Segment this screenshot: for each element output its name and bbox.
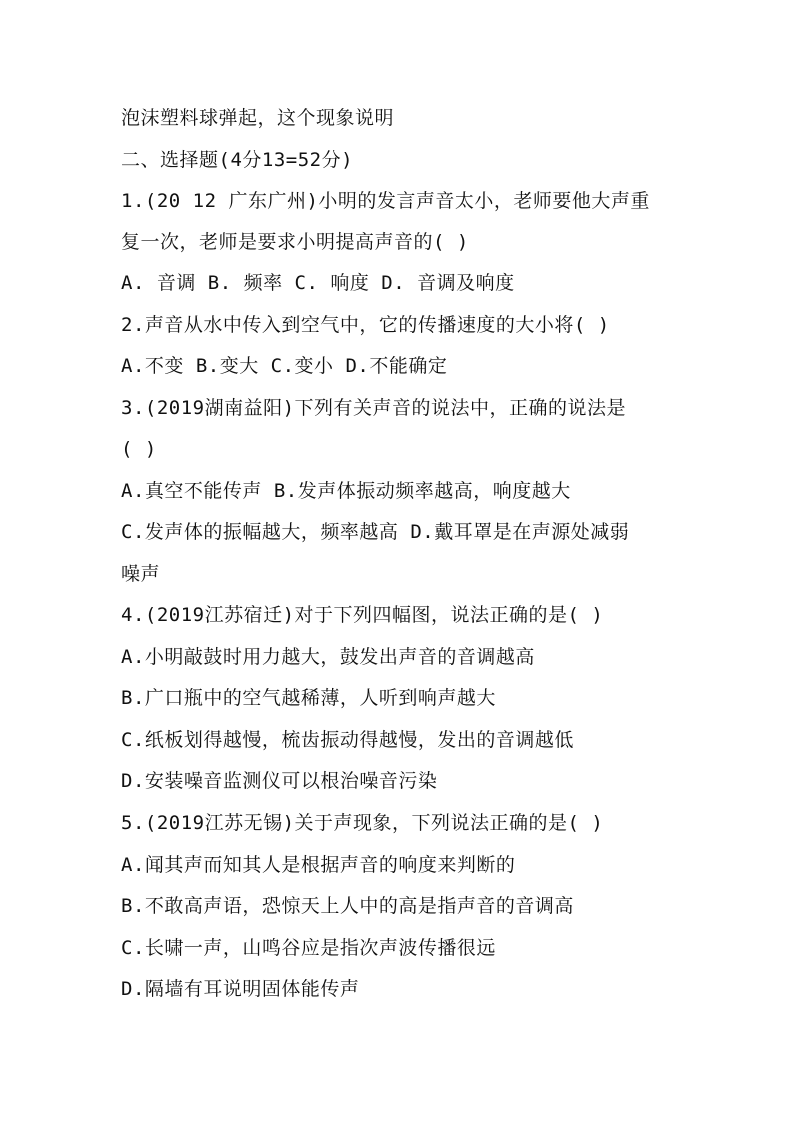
text-line: 泡沫塑料球弹起，这个现象说明 — [121, 107, 395, 129]
question-1: 1.(20 12 广东广州)小明的发言声音太小，老师要他大声重 — [121, 190, 650, 212]
question-3-cont: ( ) — [121, 438, 157, 460]
question-5: 5.(2019江苏无锡)关于声现象，下列说法正确的是( ) — [121, 812, 604, 834]
question-4-option-c: C.纸板划得越慢，梳齿振动得越慢，发出的音调越低 — [121, 729, 574, 751]
question-4-option-b: B.广口瓶中的空气越稀薄，人听到响声越大 — [121, 687, 496, 709]
question-4: 4.(2019江苏宿迁)对于下列四幅图，说法正确的是( ) — [121, 604, 604, 626]
question-2-options: A.不变 B.变大 C.变小 D.不能确定 — [121, 355, 448, 377]
question-2: 2.声音从水中传入到空气中，它的传播速度的大小将( ) — [121, 314, 610, 336]
question-5-option-c: C.长啸一声，山鸣谷应是指次声波传播很远 — [121, 937, 496, 959]
question-1-cont: 复一次，老师是要求小明提高声音的( ) — [121, 231, 469, 253]
question-4-option-a: A.小明敲鼓时用力越大，鼓发出声音的音调越高 — [121, 646, 535, 668]
question-5-option-a: A.闻其声而知其人是根据声音的响度来判断的 — [121, 854, 516, 876]
section-heading: 二、选择题(4分13=52分) — [121, 149, 354, 171]
question-3-option-cd-cont: 噪声 — [121, 563, 161, 585]
question-3: 3.(2019湖南益阳)下列有关声音的说法中，正确的说法是 — [121, 397, 627, 419]
question-3-option-ab: A.真空不能传声 B.发声体振动频率越高，响度越大 — [121, 480, 571, 502]
question-4-option-d: D.安装噪音监测仪可以根治噪音污染 — [121, 770, 438, 792]
question-3-option-cd: C.发声体的振幅越大，频率越高 D.戴耳罩是在声源处减弱 — [121, 521, 630, 543]
question-1-options: A. 音调 B. 频率 C. 响度 D. 音调及响度 — [121, 272, 515, 294]
question-5-option-b: B.不敢高声语，恐惊天上人中的高是指声音的音调高 — [121, 895, 574, 917]
question-5-option-d: D.隔墙有耳说明固体能传声 — [121, 978, 360, 1000]
